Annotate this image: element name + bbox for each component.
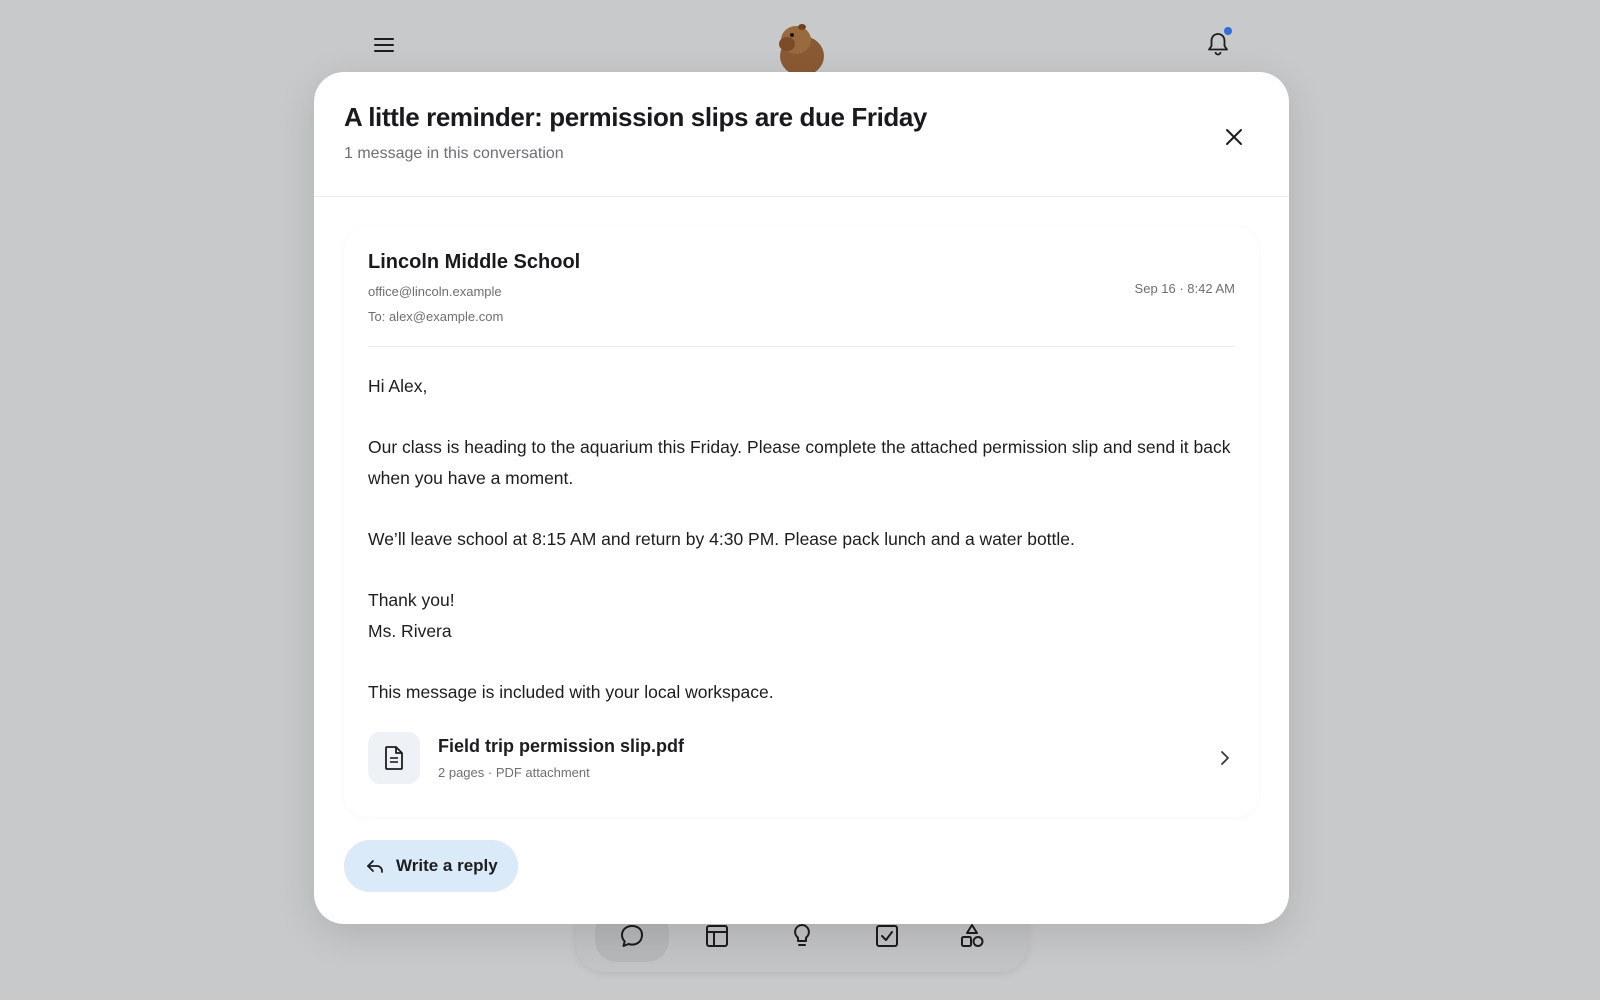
notification-dot [1224, 27, 1232, 35]
menu-button[interactable] [366, 30, 402, 60]
greeting: Hi Alex, [368, 376, 428, 396]
message-timestamp: Sep 16 · 8:42 AM [1134, 281, 1235, 296]
reply-arrow-icon [366, 858, 384, 874]
attachment-info [438, 736, 1215, 780]
close-icon [1225, 128, 1243, 146]
signature: Ms. Rivera [368, 621, 452, 641]
reply-button-label: Write a reply [396, 856, 498, 875]
body-paragraph: We’ll leave school at 8:15 AM and return by 4:30 PM. Please pack lunch and a water bottle. [368, 529, 1075, 549]
capybara-avatar [772, 14, 828, 74]
attachment-icon-wrapper [368, 732, 420, 784]
attachment-meta: 2 pages · PDF attachment [438, 765, 590, 780]
document-icon [383, 745, 405, 771]
attachment-name: Field trip permission slip.pdf [438, 736, 685, 756]
message-body [368, 371, 1235, 708]
shapes-icon [958, 922, 986, 950]
body-paragraph: Our class is heading to the aquarium this Friday. Please complete the attached permission slip and send it back when you have a moment. [368, 437, 1231, 488]
layout-icon [704, 923, 730, 949]
checkbox-icon [874, 923, 900, 949]
chevron-right-icon [1215, 750, 1235, 766]
message-header [368, 251, 1235, 324]
lightbulb-icon [790, 922, 814, 950]
sender-email: office@lincoln.example [368, 284, 502, 299]
footer-note: This message is included with your local workspace. [368, 682, 774, 702]
recipient: To: alex@example.com [368, 309, 504, 324]
write-reply-button[interactable] [344, 840, 518, 892]
signoff: Thank you! [368, 590, 455, 610]
attachment-item[interactable] [368, 730, 1235, 786]
divider [368, 346, 1235, 347]
modal-subtitle: 1 message in this conversation [344, 145, 564, 162]
close-button[interactable] [1209, 112, 1259, 162]
modal-title: A little reminder: permission slips are due Friday [344, 102, 927, 132]
sender-name: Lincoln Middle School [368, 251, 581, 273]
conversation-modal [314, 72, 1289, 924]
notifications-button[interactable] [1200, 26, 1236, 62]
chat-bubble-icon [618, 922, 646, 950]
hamburger-menu-icon [373, 36, 395, 54]
message-card [344, 227, 1259, 817]
modal-header [314, 72, 1289, 197]
